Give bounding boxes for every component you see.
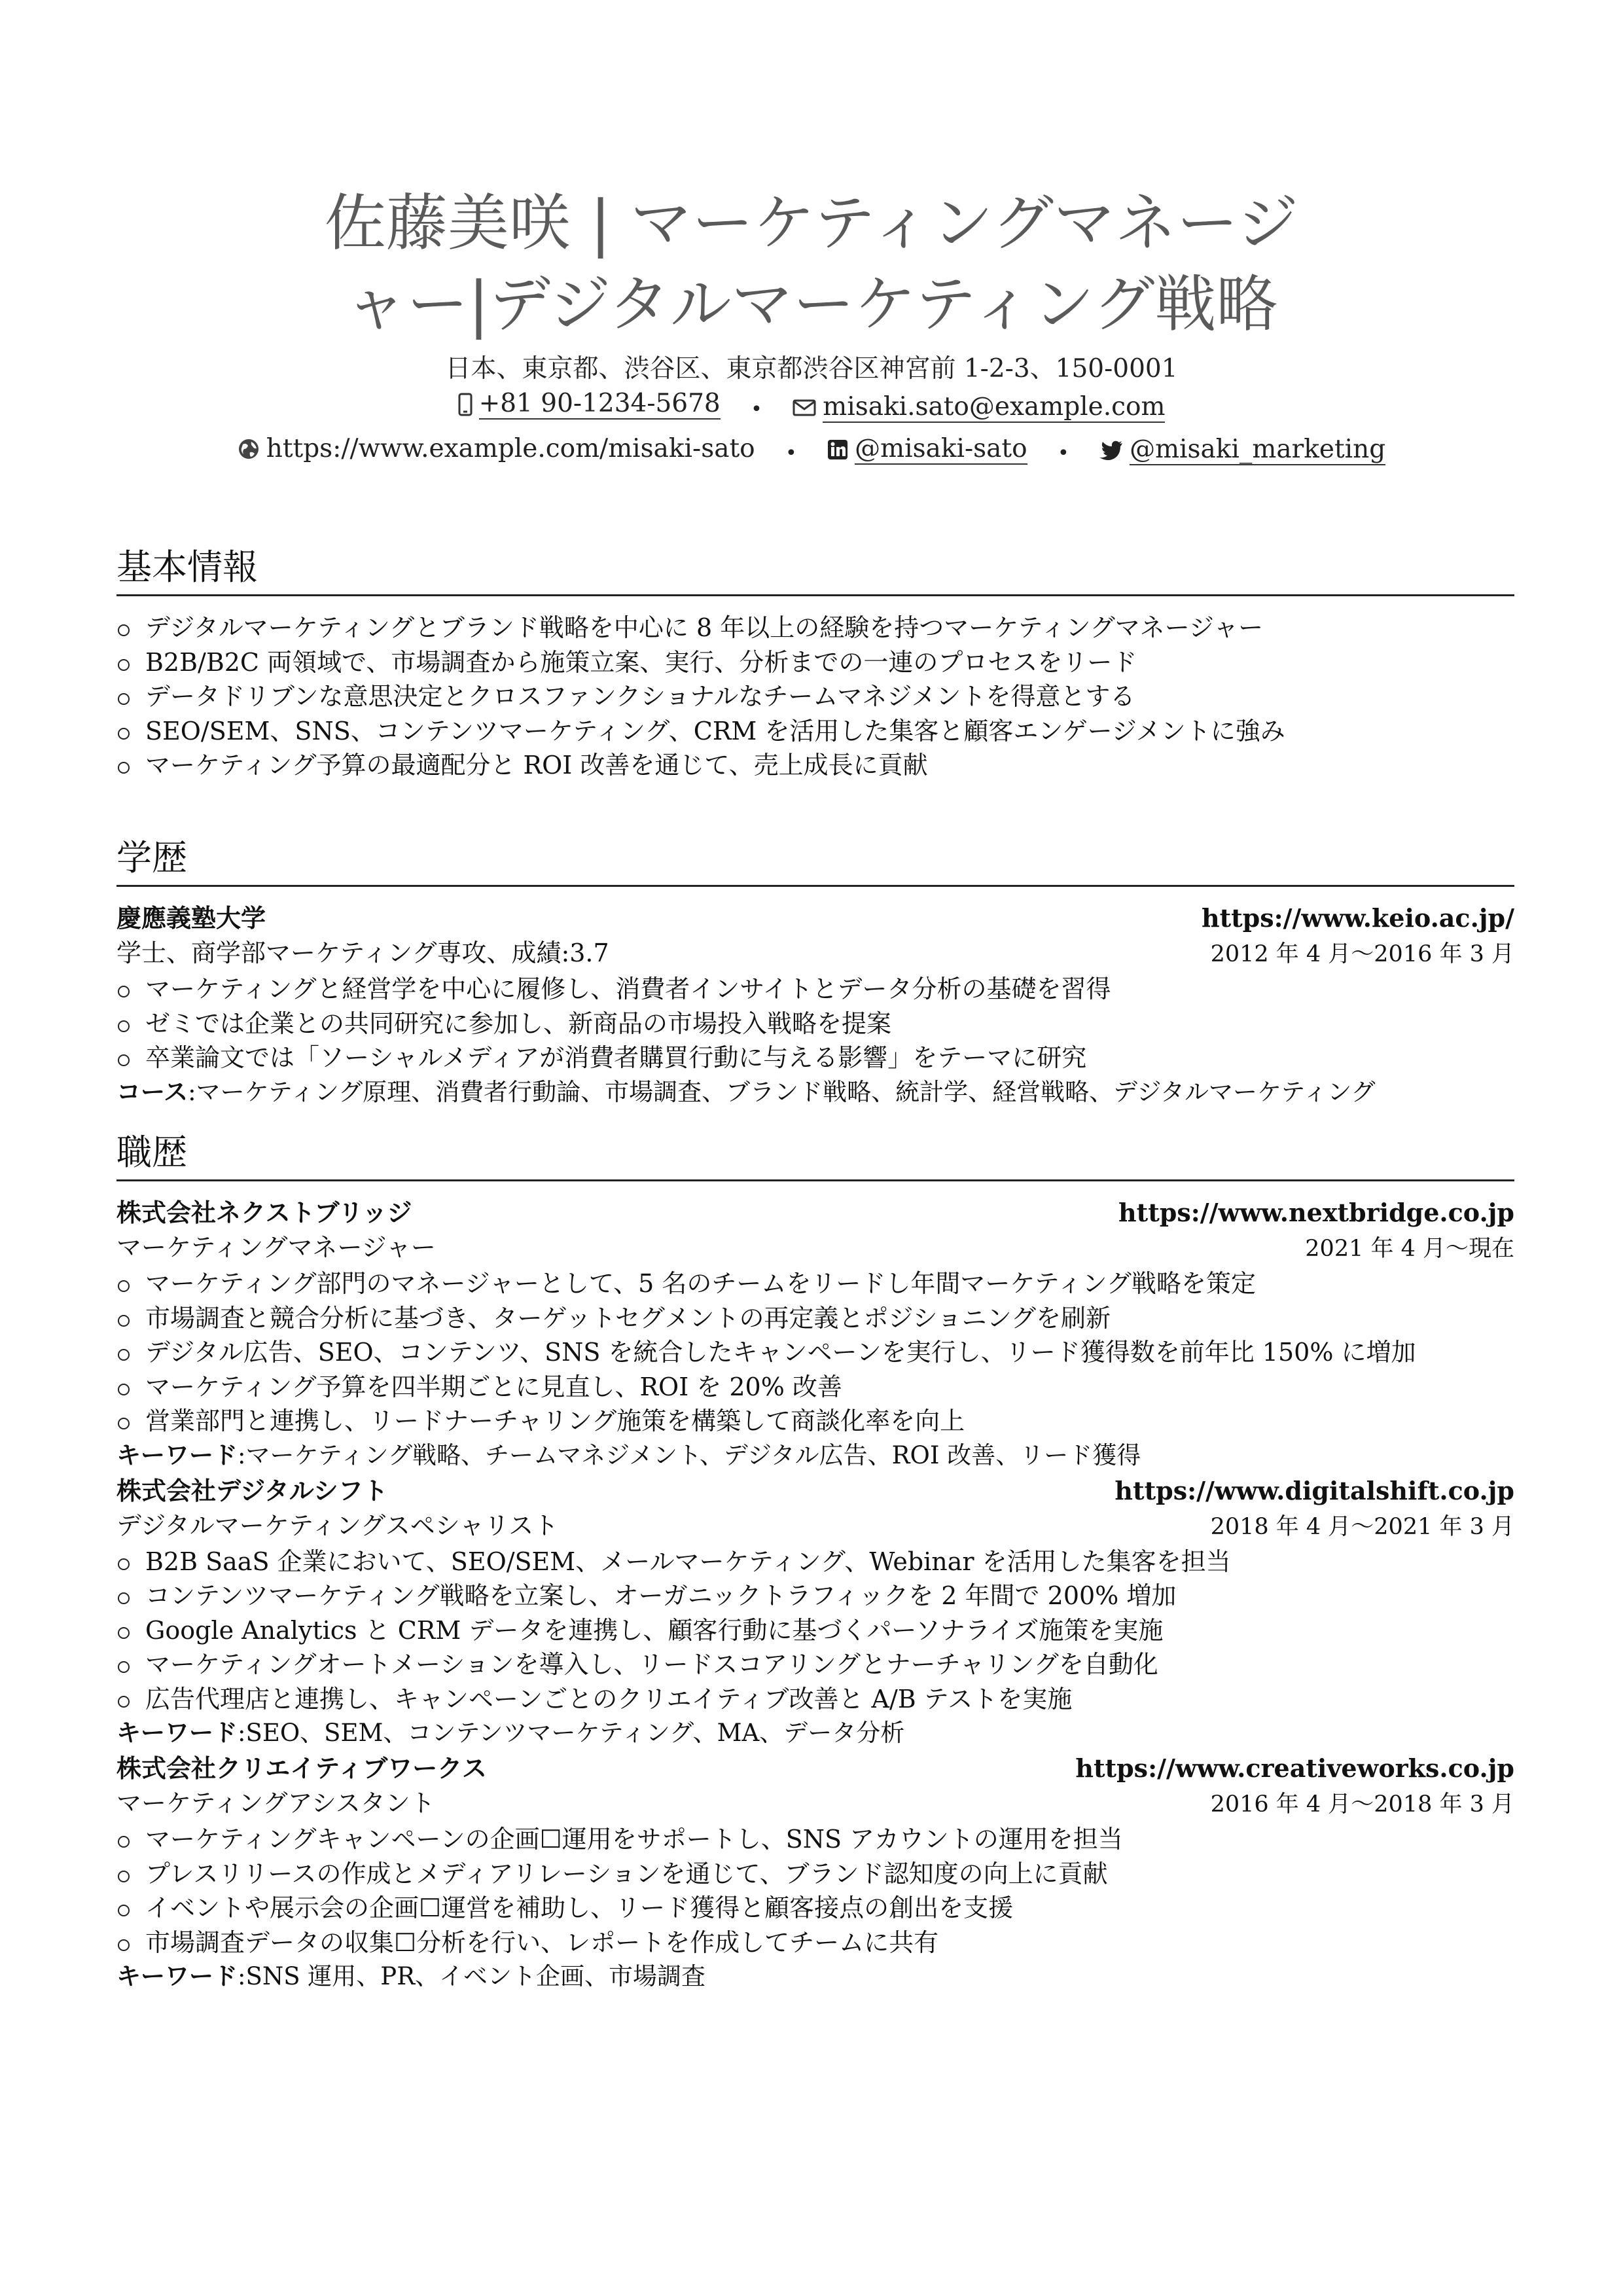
company-url[interactable]: https://www.digitalshift.co.jp — [1115, 1475, 1514, 1505]
contact-row-1 — [0, 389, 1623, 429]
list-item: 卒業論文では「ソーシャルメディアが消費者購買行動に与える影響」をテーマに研究 — [116, 1041, 1514, 1075]
job-entry — [116, 1474, 1514, 1751]
company-name: 株式会社クリエイティブワークス — [116, 1754, 487, 1783]
list-item: SEO/SEM、SNS、コンテンツマーケティング、CRM を活用した集客と顧客エンゲージメントに強み — [116, 714, 1514, 749]
courses-label: コース — [116, 1077, 188, 1106]
school-name: 慶應義塾大学 — [116, 904, 266, 933]
education-entry — [116, 901, 1514, 1109]
education-head — [116, 901, 1514, 935]
phone-link[interactable] — [458, 389, 721, 420]
education-section — [116, 835, 1514, 1111]
list-item: 市場調査と競合分析に基づき、ターゲットセグメントの再定義とポジショニングを刷新 — [116, 1301, 1514, 1336]
list-item: マーケティング部門のマネージャーとして、5 名のチームをリードし年間マーケティング戦略を策定 — [116, 1266, 1514, 1301]
list-item: デジタルマーケティングとブランド戦略を中心に 8 年以上の経験を持つマーケティングマネージャー — [116, 611, 1514, 645]
list-item: マーケティングと経営学を中心に履修し、消費者インサイトとデータ分析の基礎を習得 — [116, 972, 1514, 1007]
education-subhead — [116, 935, 1514, 972]
job-entry — [116, 1751, 1514, 1994]
list-item: コンテンツマーケティング戦略を立案し、オーガニックトラフィックを 2 年間で 200% 増加 — [116, 1579, 1514, 1613]
keywords-line — [116, 1439, 1514, 1473]
keywords-text: :マーケティング戦略、チームマネジメント、デジタル広告、ROI 改善、リード獲得 — [238, 1441, 1141, 1469]
phone-icon — [458, 393, 473, 416]
experience-title: 職歴 — [116, 1130, 1514, 1181]
keywords-label: キーワード — [116, 1719, 238, 1747]
keywords-line — [116, 1716, 1514, 1750]
list-item: 営業部門と連携し、リードナーチャリング施策を構築して商談化率を向上 — [116, 1404, 1514, 1439]
twitter-link[interactable] — [1099, 435, 1385, 465]
summary-section — [116, 545, 1514, 783]
envelope-icon — [793, 399, 816, 416]
contact-row-2 — [0, 429, 1623, 473]
keywords-line — [116, 1960, 1514, 1994]
job-head — [116, 1196, 1514, 1230]
globe-icon — [238, 438, 260, 460]
list-item: デジタル広告、SEO、コンテンツ、SNS を統合したキャンペーンを実行し、リード獲得数を前年比 150% に増加 — [116, 1335, 1514, 1370]
list-item: マーケティング予算の最適配分と ROI 改善を通じて、売上成長に貢献 — [116, 748, 1514, 783]
name-title — [0, 183, 1623, 346]
name-title-line-1: 佐藤美咲 | マーケティングマネージ — [324, 188, 1299, 259]
job-list — [116, 1545, 1514, 1717]
list-item: B2B/B2C 両領域で、市場調査から施策立案、実行、分析までの一連のプロセスをリード — [116, 645, 1514, 680]
summary-title: 基本情報 — [116, 545, 1514, 596]
address: 日本、東京都、渋谷区、東京都渋谷区神宮前 1-2-3、150-0001 — [445, 354, 1178, 384]
linkedin-icon — [827, 439, 848, 460]
school-url[interactable]: https://www.keio.ac.jp/ — [1201, 903, 1514, 933]
job-dates: 2016 年 4 月〜2018 年 3 月 — [1210, 1791, 1514, 1818]
job-subhead — [116, 1230, 1514, 1266]
experience-section — [116, 1130, 1514, 1995]
separator: • — [751, 398, 762, 421]
separator: • — [785, 442, 797, 465]
company-name: 株式会社ネクストブリッジ — [116, 1198, 412, 1227]
job-head — [116, 1474, 1514, 1508]
courses-line — [116, 1075, 1514, 1109]
job-list — [116, 1266, 1514, 1439]
keywords-text: :SEO、SEM、コンテンツマーケティング、MA、データ分析 — [238, 1719, 905, 1747]
email-link[interactable] — [793, 393, 1165, 423]
list-item: 市場調査データの収集☐分析を行い、レポートを作成してチームに共有 — [116, 1926, 1514, 1960]
list-item: イベントや展示会の企画☐運営を補助し、リード獲得と顧客接点の創出を支援 — [116, 1891, 1514, 1926]
keywords-text: :SNS 運用、PR、イベント企画、市場調査 — [238, 1962, 706, 1990]
company-url[interactable]: https://www.creativeworks.co.jp — [1075, 1753, 1514, 1783]
linkedin-link[interactable] — [827, 435, 1027, 465]
list-item: マーケティングキャンペーンの企画☐運用をサポートし、SNS アカウントの運用を担当 — [116, 1822, 1514, 1857]
website-text[interactable]: https://www.example.com/misaki-sato — [266, 434, 755, 463]
phone-text[interactable]: +81 90-1234-5678 — [478, 389, 721, 418]
keywords-label: キーワード — [116, 1962, 238, 1990]
list-item: マーケティング予算を四半期ごとに見直し、ROI を 20% 改善 — [116, 1370, 1514, 1405]
list-item: ゼミでは企業との共同研究に参加し、新商品の市場投入戦略を提案 — [116, 1007, 1514, 1041]
degree: 学士、商学部マーケティング専攻、成績:3.7 — [116, 939, 609, 967]
list-item: B2B SaaS 企業において、SEO/SEM、メールマーケティング、Webinar を活用した集客を担当 — [116, 1545, 1514, 1579]
job-entry — [116, 1196, 1514, 1473]
list-item: プレスリリースの作成とメディアリレーションを通じて、ブランド認知度の向上に貢献 — [116, 1857, 1514, 1892]
job-dates: 2021 年 4 月〜現在 — [1305, 1236, 1514, 1262]
list-item: マーケティングオートメーションを導入し、リードスコアリングとナーチャリングを自動化 — [116, 1647, 1514, 1682]
job-subhead — [116, 1785, 1514, 1822]
resume-header — [0, 183, 1623, 473]
website-link[interactable] — [238, 429, 755, 469]
job-subhead — [116, 1508, 1514, 1545]
job-role: マーケティングアシスタント — [116, 1789, 435, 1818]
job-dates: 2018 年 4 月〜2021 年 3 月 — [1210, 1513, 1514, 1540]
email-text[interactable]: misaki.sato@example.com — [823, 392, 1166, 422]
keywords-label: キーワード — [116, 1441, 238, 1469]
list-item: 広告代理店と連携し、キャンペーンごとのクリエイティブ改善と A/B テストを実施 — [116, 1682, 1514, 1717]
list-item: Google Analytics と CRM データを連携し、顧客行動に基づくパーソナライズ施策を実施 — [116, 1613, 1514, 1648]
list-item: データドリブンな意思決定とクロスファンクショナルなチームマネジメントを得意とする — [116, 679, 1514, 714]
summary-list — [116, 611, 1514, 783]
company-url[interactable]: https://www.nextbridge.co.jp — [1118, 1198, 1514, 1227]
twitter-icon — [1099, 440, 1123, 460]
company-name: 株式会社デジタルシフト — [116, 1476, 388, 1505]
twitter-text[interactable]: @misaki_marketing — [1130, 435, 1386, 464]
separator: • — [1057, 442, 1069, 465]
name-title-line-2: ャー|デジタルマーケティング戦略 — [345, 269, 1278, 340]
job-list — [116, 1822, 1514, 1960]
education-list — [116, 972, 1514, 1075]
job-head — [116, 1751, 1514, 1785]
education-title: 学歴 — [116, 835, 1514, 887]
job-role: マーケティングマネージャー — [116, 1233, 436, 1262]
job-role: デジタルマーケティングスペシャリスト — [116, 1511, 559, 1540]
courses-text: :マーケティング原理、消費者行動論、市場調査、ブランド戦略、統計学、経営戦略、デジタルマーケティング — [188, 1077, 1376, 1106]
linkedin-text[interactable]: @misaki-sato — [855, 434, 1027, 463]
education-dates: 2012 年 4 月〜2016 年 3 月 — [1210, 941, 1514, 967]
